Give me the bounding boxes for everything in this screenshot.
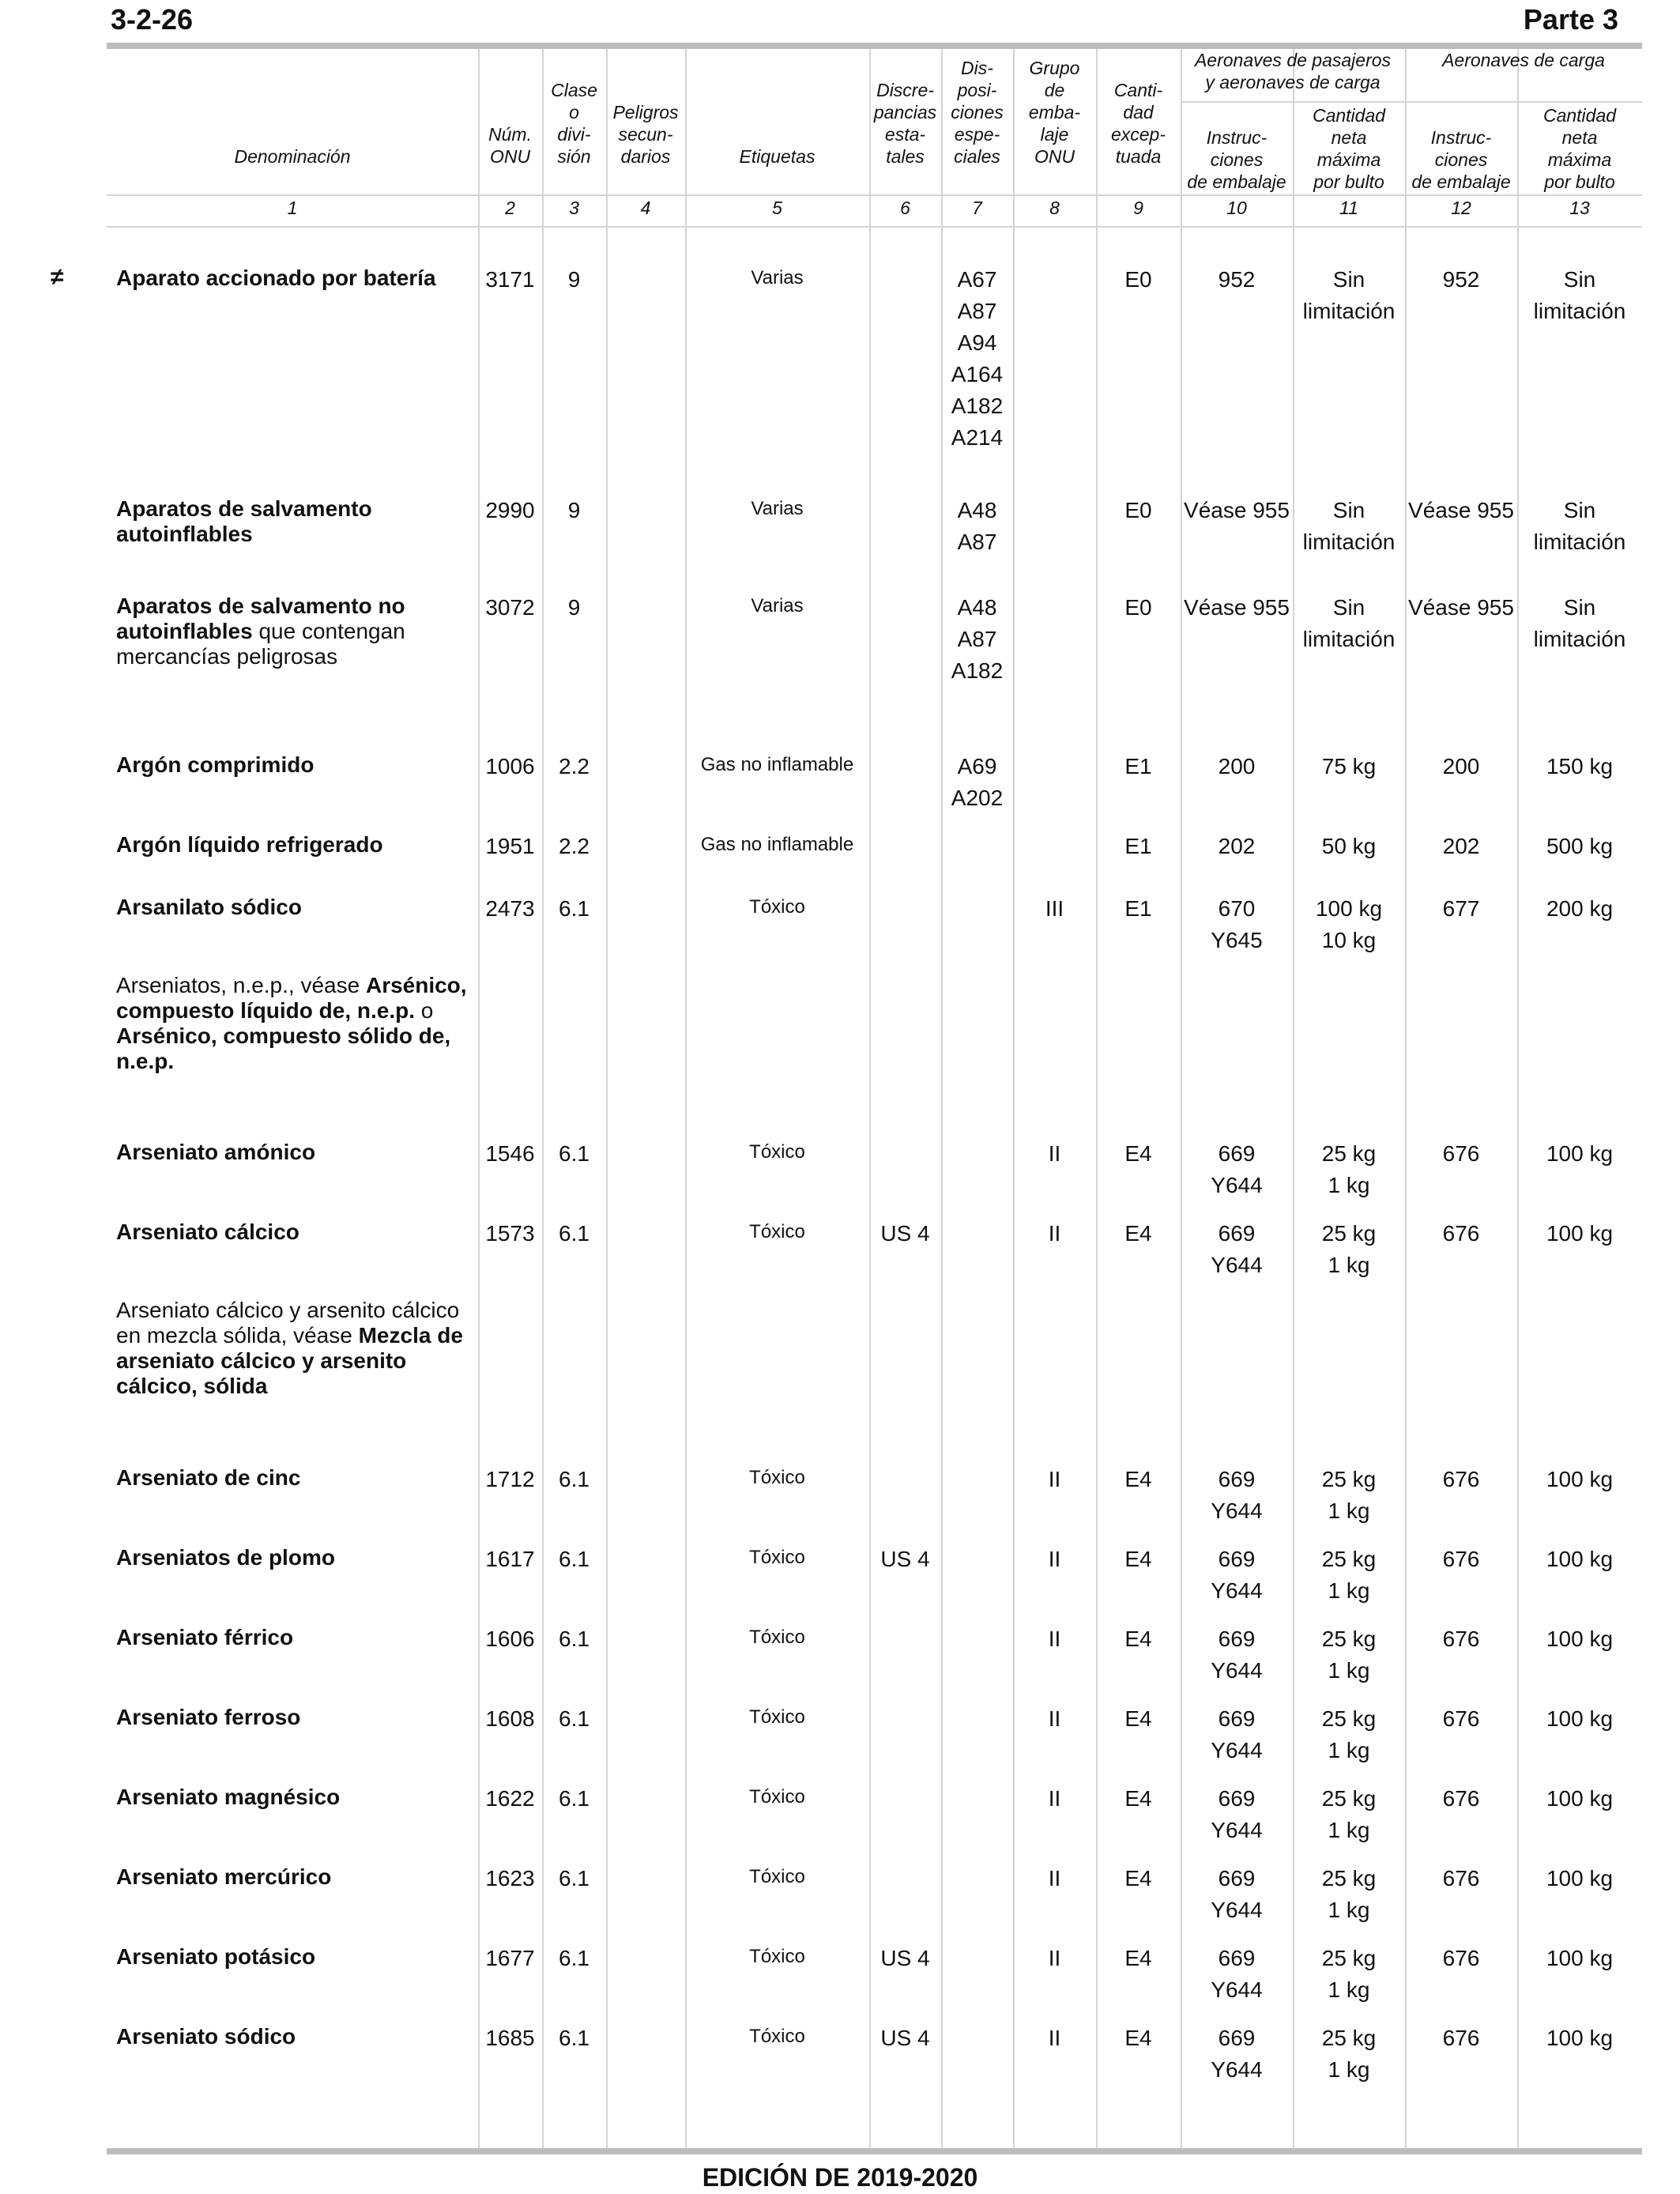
cell-pax-packing-instruction: 202 [1218, 834, 1256, 858]
cell-special-provisions: A48 A87 [957, 498, 997, 554]
column-number-rule [107, 226, 1642, 228]
column-rule [1517, 49, 1519, 2148]
cell-pax-max-net-qty: Sin limitación [1302, 498, 1396, 554]
cell-class: 6.1 [559, 1141, 590, 1166]
change-mark: ≠ [51, 264, 64, 290]
cell-labels: Tóxico [749, 1866, 805, 1887]
cell-cargo-packing-instruction: 952 [1442, 267, 1480, 292]
cell-excepted-quantity: E1 [1124, 896, 1152, 921]
cell-un-number: 1712 [485, 1467, 535, 1491]
substance-name: Arseniato cálcico [116, 1220, 299, 1244]
cell-un-number: 1573 [485, 1221, 535, 1246]
cell-packing-group: III [1045, 896, 1064, 921]
header-disposiciones: Dis- posi- ciones espe- ciales [951, 58, 1004, 167]
cell-un-number: 2473 [485, 896, 535, 921]
cell-class: 6.1 [559, 1547, 590, 1571]
cell-labels: Tóxico [749, 1627, 805, 1648]
edition-footer: EDICIÓN DE 2019-2020 [702, 2163, 978, 2192]
cell-excepted-quantity: E0 [1124, 595, 1152, 620]
substance-name: Arseniato de cinc [116, 1465, 301, 1490]
header-etiquetas: Etiquetas [739, 146, 816, 167]
header-cantidad-carga: Cantidad neta máxima por bulto [1543, 105, 1617, 192]
substance-name: Arseniato mercúrico [116, 1864, 332, 1889]
cell-pax-max-net-qty: 25 kg 1 kg [1321, 2026, 1377, 2082]
cell-pax-max-net-qty: 25 kg 1 kg [1321, 1866, 1377, 1922]
cell-cargo-packing-instruction: 676 [1442, 2026, 1480, 2050]
cell-cargo-packing-instruction: Véase 955 [1408, 498, 1514, 522]
cell-cargo-max-net-qty: Sin limitación [1533, 498, 1626, 554]
column-number: 1 [287, 198, 298, 218]
cell-pax-packing-instruction: 669 Y644 [1211, 1547, 1263, 1603]
cell-class: 6.1 [559, 1786, 590, 1811]
substance-name: Arseniato potásico [116, 1944, 316, 1969]
cell-packing-group: II [1048, 2026, 1061, 2050]
cell-pax-packing-instruction: 669 Y644 [1211, 2026, 1263, 2082]
cell-cargo-packing-instruction: 676 [1442, 1221, 1480, 1246]
cell-excepted-quantity: E4 [1124, 1866, 1152, 1891]
cell-special-provisions: A48 A87 A182 [951, 595, 1004, 683]
cell-cargo-max-net-qty: 150 kg [1546, 754, 1614, 778]
cell-excepted-quantity: E4 [1124, 1946, 1152, 1970]
cell-special-provisions: A69 A202 [951, 754, 1004, 810]
cell-cargo-packing-instruction: 202 [1442, 834, 1480, 858]
cell-state-variations: US 4 [880, 2026, 930, 2050]
cell-cargo-max-net-qty: 100 kg [1546, 1141, 1614, 1166]
cell-excepted-quantity: E4 [1124, 1786, 1152, 1811]
cell-un-number: 2990 [485, 498, 535, 522]
cell-un-number: 1677 [485, 1946, 535, 1970]
cell-pax-max-net-qty: 25 kg 1 kg [1321, 1547, 1377, 1603]
substance-name: Aparato accionado por batería [116, 266, 436, 290]
column-number: 6 [900, 198, 910, 218]
cell-labels: Tóxico [749, 1547, 805, 1568]
substance-name: Arseniatos de plomo [116, 1545, 335, 1570]
column-number: 10 [1226, 198, 1247, 218]
cell-cargo-packing-instruction: 676 [1442, 1627, 1480, 1651]
cell-pax-packing-instruction: 200 [1218, 754, 1256, 778]
substance-name: Arseniato amónico [116, 1140, 316, 1164]
column-rule [685, 49, 687, 2148]
cell-un-number: 1951 [485, 834, 535, 858]
part-label: Parte 3 [1523, 3, 1618, 36]
cell-cargo-max-net-qty: 100 kg [1546, 1627, 1614, 1651]
cell-cargo-max-net-qty: 100 kg [1546, 1706, 1614, 1731]
header-cantidad-pax: Cantidad neta máxima por bulto [1312, 105, 1386, 192]
cell-labels: Tóxico [749, 896, 805, 918]
cell-labels: Tóxico [749, 1706, 805, 1728]
cell-excepted-quantity: E4 [1124, 1706, 1152, 1731]
cell-pax-max-net-qty: 75 kg [1321, 754, 1377, 778]
cell-excepted-quantity: E4 [1124, 1627, 1152, 1651]
substance-name: Argón líquido refrigerado [116, 832, 383, 857]
column-number: 8 [1049, 198, 1060, 218]
header-clase: Clase o divi- sión [551, 80, 597, 167]
cell-pax-packing-instruction: Véase 955 [1184, 595, 1290, 620]
cell-pax-packing-instruction: 669 Y644 [1211, 1706, 1263, 1762]
substance-name: Arseniato ferroso [116, 1705, 301, 1729]
cell-cargo-max-net-qty: 100 kg [1546, 1467, 1614, 1491]
cell-pax-packing-instruction: 669 Y644 [1211, 1627, 1263, 1683]
cell-pax-packing-instruction: 669 Y644 [1211, 1946, 1263, 2002]
cell-pax-packing-instruction: 669 Y644 [1211, 1141, 1263, 1197]
cell-class: 6.1 [559, 1627, 590, 1651]
cell-cargo-max-net-qty: 100 kg [1546, 1547, 1614, 1571]
cell-packing-group: II [1048, 1786, 1061, 1811]
cell-pax-packing-instruction: 669 Y644 [1211, 1786, 1263, 1842]
substance-name: Aparatos de salvamento autoinflables [116, 496, 372, 546]
cell-labels: Varias [751, 267, 804, 288]
column-number: 2 [505, 198, 515, 218]
cell-labels: Tóxico [749, 1221, 805, 1242]
cell-cargo-max-net-qty: 100 kg [1546, 1946, 1614, 1970]
cell-state-variations: US 4 [880, 1221, 930, 1246]
header-discrepancias: Discre- pancias esta- tales [873, 80, 937, 167]
cell-cargo-max-net-qty: 200 kg [1546, 896, 1614, 921]
cell-pax-max-net-qty: 25 kg 1 kg [1321, 1467, 1377, 1523]
substance-name: Argón comprimido [116, 752, 315, 777]
header-peligros: Peligros secun- darios [612, 102, 679, 167]
cell-excepted-quantity: E1 [1124, 834, 1152, 858]
column-number: 9 [1133, 198, 1143, 218]
cell-labels: Tóxico [749, 1946, 805, 1967]
column-number: 4 [640, 198, 651, 218]
column-number: 7 [972, 198, 982, 218]
cell-special-provisions: A67 A87 A94 A164 A182 A214 [951, 267, 1004, 450]
column-number: 5 [772, 198, 782, 218]
cell-class: 9 [567, 267, 581, 292]
bottom-rule [107, 2148, 1642, 2154]
cell-excepted-quantity: E0 [1124, 498, 1152, 522]
cell-class: 9 [567, 595, 581, 620]
cell-excepted-quantity: E4 [1124, 1547, 1152, 1571]
header-aeronaves-carga: Aeronaves de carga [1442, 50, 1605, 70]
top-rule [107, 43, 1642, 49]
cell-class: 2.2 [559, 834, 590, 858]
cell-class: 6.1 [559, 1866, 590, 1891]
cell-cargo-packing-instruction: 200 [1442, 754, 1480, 778]
cell-state-variations: US 4 [880, 1547, 930, 1571]
cell-packing-group: II [1048, 1221, 1061, 1246]
cell-class: 6.1 [559, 1221, 590, 1246]
cell-excepted-quantity: E1 [1124, 754, 1152, 778]
cell-labels: Tóxico [749, 2026, 805, 2047]
cell-pax-max-net-qty: 25 kg 1 kg [1321, 1141, 1377, 1197]
cell-cargo-packing-instruction: 676 [1442, 1946, 1480, 1970]
cell-pax-max-net-qty: 25 kg 1 kg [1321, 1786, 1377, 1842]
cell-labels: Gas no inflamable [700, 754, 854, 775]
header-num-onu: Núm. ONU [488, 124, 532, 167]
cell-pax-packing-instruction: 669 Y644 [1211, 1467, 1263, 1523]
header-cantidad-exceptuada: Canti- dad excep- tuada [1110, 80, 1166, 167]
header-aeronaves-pasajeros: Aeronaves de pasajeros y aeronaves de carga [1194, 50, 1392, 92]
column-number: 11 [1339, 198, 1358, 218]
cell-excepted-quantity: E4 [1124, 1221, 1152, 1246]
cell-labels: Tóxico [749, 1786, 805, 1808]
cell-pax-max-net-qty: Sin limitación [1302, 267, 1396, 323]
cell-pax-max-net-qty: 25 kg 1 kg [1321, 1946, 1377, 2002]
substance-name: Arsanilato sódico [116, 895, 302, 919]
cell-pax-packing-instruction: 669 Y644 [1211, 1221, 1263, 1277]
cell-un-number: 1608 [485, 1706, 535, 1731]
cell-pax-max-net-qty: 25 kg 1 kg [1321, 1221, 1377, 1277]
page-number: 3-2-26 [111, 3, 194, 36]
cell-un-number: 3171 [485, 267, 535, 292]
cell-cargo-max-net-qty: 100 kg [1546, 1786, 1614, 1811]
column-rule [869, 49, 871, 2148]
cell-cargo-packing-instruction: 676 [1442, 1467, 1480, 1491]
cross-reference-note: Arseniatos, n.e.p., véase Arsénico, compuesto líquido de, n.e.p. o Arsénico, compuesto sólido de, n.e.p. [116, 973, 467, 1073]
cell-cargo-packing-instruction: 676 [1442, 1866, 1480, 1891]
cell-labels: Varias [751, 498, 804, 519]
column-rule [542, 49, 544, 2148]
cell-cargo-max-net-qty: Sin limitación [1533, 595, 1626, 651]
cell-pax-max-net-qty: 50 kg [1321, 834, 1377, 858]
cell-labels: Tóxico [749, 1467, 805, 1488]
cell-pax-max-net-qty: 25 kg 1 kg [1321, 1627, 1377, 1683]
header-rule [107, 194, 1642, 196]
cell-pax-packing-instruction: 670 Y645 [1211, 896, 1263, 952]
cell-excepted-quantity: E4 [1124, 1467, 1152, 1491]
cell-class: 6.1 [559, 2026, 590, 2050]
cell-class: 2.2 [559, 754, 590, 778]
cell-excepted-quantity: E0 [1124, 267, 1152, 292]
cell-un-number: 1622 [485, 1786, 535, 1811]
substance-name: Arseniato férrico [116, 1625, 294, 1649]
cell-packing-group: II [1048, 1706, 1061, 1731]
header-instrucciones-pax: Instruc- ciones de embalaje [1187, 127, 1286, 192]
column-rule [1405, 49, 1407, 2148]
header-instrucciones-carga: Instruc- ciones de embalaje [1411, 127, 1511, 192]
column-number: 3 [569, 198, 579, 218]
column-rule [1013, 49, 1015, 2148]
cell-pax-max-net-qty: 100 kg 10 kg [1315, 896, 1383, 952]
cell-un-number: 1546 [485, 1141, 535, 1166]
cell-excepted-quantity: E4 [1124, 1141, 1152, 1166]
cell-packing-group: II [1048, 1866, 1061, 1891]
group-header-rule [1181, 101, 1642, 103]
cell-un-number: 3072 [485, 595, 535, 620]
cell-packing-group: II [1048, 1467, 1061, 1491]
cell-packing-group: II [1048, 1946, 1061, 1970]
cell-class: 9 [567, 498, 581, 522]
substance-name: Arseniato magnésico [116, 1785, 341, 1809]
cell-excepted-quantity: E4 [1124, 2026, 1152, 2050]
cell-pax-packing-instruction: 669 Y644 [1211, 1866, 1263, 1922]
substance-name: Aparatos de salvamento no autoinflables que contengan mercancías peligrosas [116, 594, 405, 669]
cell-labels: Gas no inflamable [700, 834, 854, 855]
cell-state-variations: US 4 [880, 1946, 930, 1970]
cell-cargo-max-net-qty: Sin limitación [1533, 267, 1626, 323]
cell-class: 6.1 [559, 1706, 590, 1731]
cell-un-number: 1685 [485, 2026, 535, 2050]
cell-un-number: 1623 [485, 1866, 535, 1891]
cell-cargo-max-net-qty: 500 kg [1546, 834, 1614, 858]
cell-un-number: 1606 [485, 1627, 535, 1651]
cell-class: 6.1 [559, 1946, 590, 1970]
cell-pax-max-net-qty: Sin limitación [1302, 595, 1396, 651]
cell-un-number: 1617 [485, 1547, 535, 1571]
cell-cargo-packing-instruction: Véase 955 [1408, 595, 1514, 620]
cross-reference-note: Arseniato cálcico y arsenito cálcico en mezcla sólida, véase Mezcla de arseniato cálcico y arsenito cálcico, sólida [116, 1298, 463, 1398]
cell-pax-packing-instruction: Véase 955 [1184, 498, 1290, 522]
cell-cargo-max-net-qty: 100 kg [1546, 1866, 1614, 1891]
cell-un-number: 1006 [485, 754, 535, 778]
cell-cargo-max-net-qty: 100 kg [1546, 2026, 1614, 2050]
cell-cargo-packing-instruction: 676 [1442, 1706, 1480, 1731]
cell-pax-packing-instruction: 952 [1218, 267, 1256, 292]
cell-packing-group: II [1048, 1547, 1061, 1571]
column-rule [1096, 49, 1098, 2148]
cell-labels: Varias [751, 595, 804, 616]
cell-packing-group: II [1048, 1627, 1061, 1651]
column-rule [606, 49, 608, 2148]
header-denominacion: Denominación [234, 146, 351, 167]
column-number: 13 [1569, 198, 1590, 218]
cell-pax-max-net-qty: 25 kg 1 kg [1321, 1706, 1377, 1762]
cell-labels: Tóxico [749, 1141, 805, 1163]
cell-packing-group: II [1048, 1141, 1061, 1166]
column-number: 12 [1451, 198, 1471, 218]
cell-cargo-packing-instruction: 677 [1442, 896, 1480, 921]
cell-cargo-max-net-qty: 100 kg [1546, 1221, 1614, 1246]
cell-class: 6.1 [559, 896, 590, 921]
substance-name: Arseniato sódico [116, 2024, 296, 2049]
header-grupo: Grupo de emba- laje ONU [1028, 58, 1081, 167]
cell-cargo-packing-instruction: 676 [1442, 1141, 1480, 1166]
cell-cargo-packing-instruction: 676 [1442, 1547, 1480, 1571]
cell-class: 6.1 [559, 1467, 590, 1491]
column-rule [478, 49, 480, 2148]
cell-cargo-packing-instruction: 676 [1442, 1786, 1480, 1811]
